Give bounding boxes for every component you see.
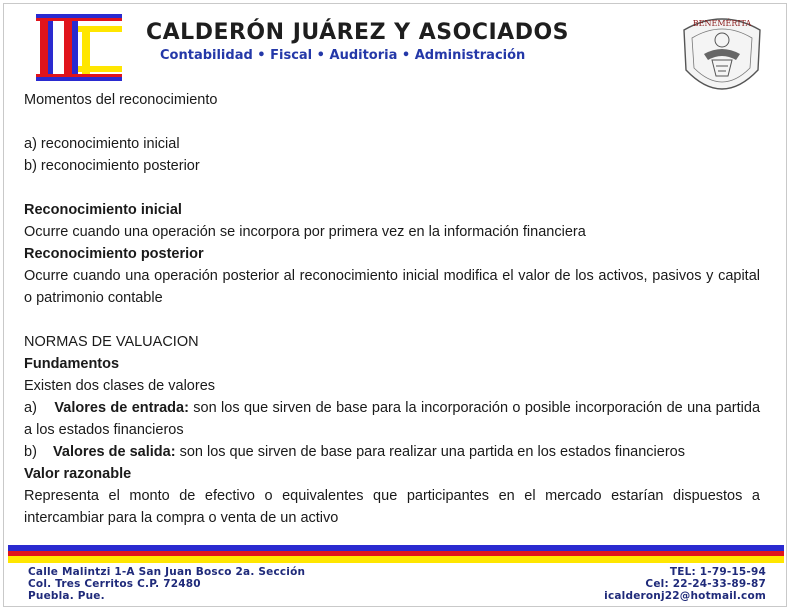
address-line: Col. Tres Cerritos C.P. 72480 xyxy=(28,578,201,590)
address-line: Calle Malintzi 1-A San Juan Bosco 2a. Sección xyxy=(28,566,306,578)
document-body xyxy=(24,89,760,529)
footer-contact xyxy=(466,566,766,602)
initial-recognition-text: Ocurre cuando una operación se incorpora por primera vez en la información financiera xyxy=(24,224,586,240)
posterior-recognition-title: Reconocimiento posterior xyxy=(24,246,204,262)
seal-text: BENEMÉRITA xyxy=(692,19,752,28)
footer-stripes xyxy=(8,545,784,563)
entry-values-label: Valores de entrada: xyxy=(54,400,189,416)
section-heading: Momentos del reconocimiento xyxy=(24,92,218,108)
footer-address xyxy=(28,566,388,602)
list-item: a) reconocimiento inicial xyxy=(24,136,180,152)
company-services: Contabilidad • Fiscal • Auditoria • Administración xyxy=(160,48,526,63)
fundamentals-intro: Existen dos clases de valores xyxy=(24,378,216,394)
exit-values-text: son los que sirven de base para realizar una partida en los estados financieros xyxy=(179,444,685,460)
entry-prefix: a) xyxy=(24,400,37,416)
company-name: CALDERÓN JUÁREZ Y ASOCIADOS xyxy=(146,20,570,45)
company-logo xyxy=(36,14,122,84)
fair-value-text: Representa el monto de efectivo o equivalentes que participantes en el mercado estarían dispuestos a intercambiar para la compra o venta de un activo xyxy=(24,488,760,526)
address-line: Puebla. Pue. xyxy=(28,590,105,602)
cellphone: Cel: 22-24-33-89-87 xyxy=(645,578,766,590)
posterior-recognition-text: Ocurre cuando una operación posterior al reconocimiento inicial modifica el valor de los activos, pasivos y capital o patrimonio contable xyxy=(24,268,760,306)
fundamentals-title: Fundamentos xyxy=(24,356,120,372)
phone: TEL: 1-79-15-94 xyxy=(669,566,766,578)
email: icalderonj22@hotmail.com xyxy=(604,590,766,602)
list-item: b) reconocimiento posterior xyxy=(24,158,200,174)
fair-value-title: Valor razonable xyxy=(24,466,132,482)
exit-prefix: b) xyxy=(24,444,37,460)
entry-values-paragraph xyxy=(24,397,760,441)
initial-recognition-title: Reconocimiento inicial xyxy=(24,202,182,218)
entry-values-text: son los que sirven de base para la incorporación o posible incorporación de una partida a los estados financieros xyxy=(24,400,761,438)
exit-values-label: Valores de salida: xyxy=(53,444,176,460)
exit-values-paragraph xyxy=(24,441,760,463)
norms-title: NORMAS DE VALUACION xyxy=(24,334,199,350)
